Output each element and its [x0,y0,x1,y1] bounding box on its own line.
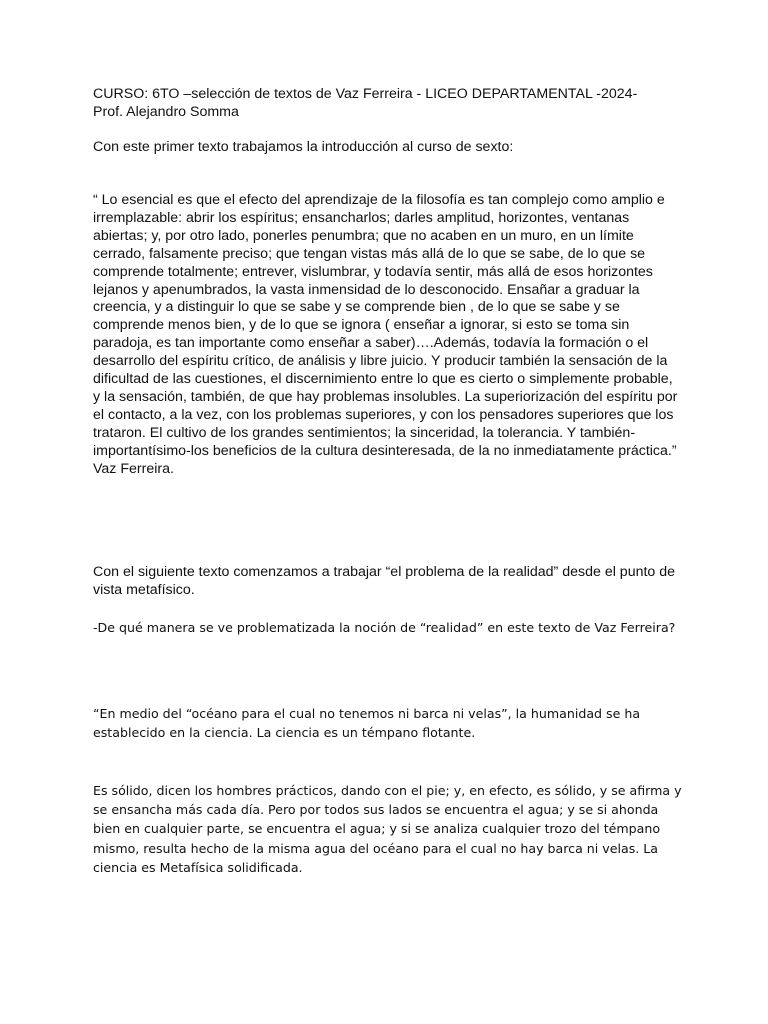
question-line: -De qué manera se ve problematizada la noción de “realidad” en este texto de Vaz Ferreira? [93,620,676,635]
quote-2-paragraph-1: “En medio del “océano para el cual no tenemos ni barca ni velas”, la humanidad se ha establecido en la ciencia. La ciencia es un témpano flotante. [93,706,641,741]
header-teacher-line: Prof. Alejandro Somma [93,104,239,120]
quote-paragraph-1: “ Lo esencial es que el efecto del aprendizaje de la filosofía es tan complejo como amplio e irremplazable: abrir los espíritus; ensancharlos; darles amplitud, horizontes, ventanas abiertas; y, por otro lado, ponerles penumbra; que no acaben en un muro, en un límite cerrado, falsamente preciso; que tengan vistas más allá de lo que se sabe, de lo que se comprende totalmente; entrever, vislumbrar, y todavía sentir, más allá de esos horizontes lejanos y apenumbrados, la vasta inmensidad de lo desconocido. Ensañar a graduar la creencia, y a distinguir lo que se sabe y se comprende bien , de lo que se sabe y se comprende menos bien, y de lo que se ignora ( enseñar a ignorar, si esto se toma sin paradoja, es tan importante como enseñar a saber)….Además, todavía la formación o el desarrollo del espíritu crítico, de análisis y libre juicio. Y producir también la sensación de la dificultad de las cuestiones, el discernimiento entre lo que es cierto o simplemente probable, y la sensación, también, de que hay problemas insolubles. La superiorización del espíritu por el contacto, a la vez, con los problemas superiores, y con los pensadores superiores que los trataron. El cultivo de los grandes sentimientos; la sinceridad, la tolerancia. Y también-importantísimo-los beneficios de la cultura desinteresada, de la no inmediatamente práctica.” Vaz Ferreira. [93,192,678,477]
quote-2-paragraph-2: Es sólido, dicen los hombres prácticos, dando con el pie; y, en efecto, es sólido, y se afirma y se ensancha más cada día. Pero por todos sus lados se encuentra el agua; y se si ahonda bien en cualquier parte, se encuentra el agua; y si se analiza cualquier trozo del témpano mismo, resulta hecho de la misma agua del océano para el cual no hay barca ni velas. La ciencia es Metafísica solidificada. [93,783,682,875]
header-course-line: CURSO: 6TO –selección de textos de Vaz Ferreira - LICEO DEPARTAMENTAL -2024- [93,86,638,102]
intro-paragraph: Con este primer texto trabajamos la introducción al curso de sexto: [93,139,514,155]
section-2-intro: Con el siguiente texto comenzamos a trabajar “el problema de la realidad” desde el punto de vista metafísico. [93,564,676,598]
